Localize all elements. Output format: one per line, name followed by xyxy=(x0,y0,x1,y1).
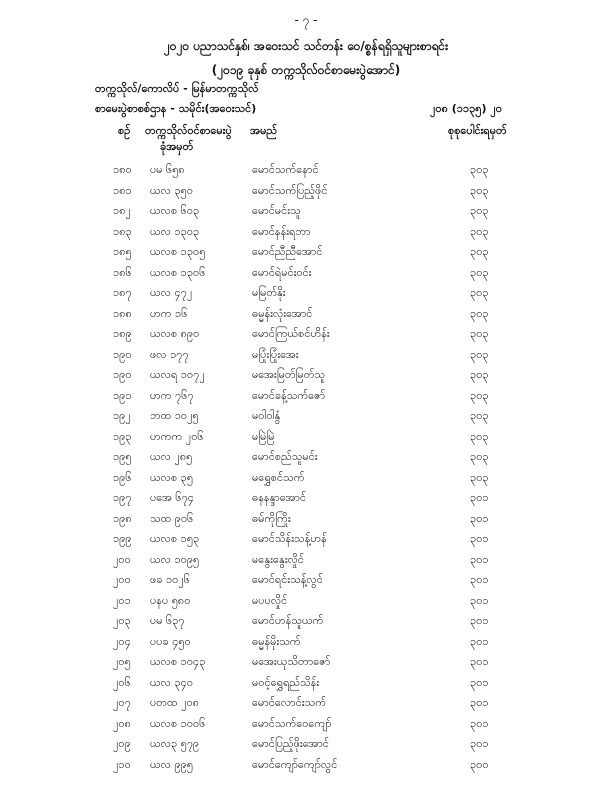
row-serial: ၂၀၀ xyxy=(113,552,131,566)
row-marks: ၃၀၁ xyxy=(470,511,489,525)
row-name: မောင်ရင်းသန့်လွင် xyxy=(252,573,323,586)
row-serial: ၁၉၈ xyxy=(113,511,132,525)
row-name: မောင်သက်နောင် xyxy=(252,163,319,176)
row-marks: ၃၀၃ xyxy=(470,224,489,238)
row-roll-number: ဖခ ၁၀၂၆ xyxy=(150,573,190,586)
table-row xyxy=(0,286,612,307)
table-row xyxy=(0,327,612,348)
row-name: မမြတ်နိုး xyxy=(252,286,286,299)
row-marks: ၃၀၃ xyxy=(470,429,489,443)
row-marks: ၃၀၁ xyxy=(470,655,489,668)
row-name: ဓမ္မန်မိုးသက် xyxy=(252,634,301,648)
row-name: မောင်လောင်းသက် xyxy=(252,696,326,709)
row-marks: ၃၀၁ xyxy=(470,532,489,545)
row-name: မောင်မင်းသူ xyxy=(252,204,301,217)
row-name: မပပလှိုင် xyxy=(252,593,288,607)
row-roll-number: ယလစ ၆၀၃ xyxy=(150,204,200,217)
row-serial: ၁၉၂ xyxy=(113,409,131,422)
page-number: - ၇ - xyxy=(294,13,318,27)
table-row xyxy=(0,204,612,225)
header-roll-sub: ခုံအမှတ် xyxy=(160,140,194,153)
row-marks: ၃၀၃ xyxy=(470,347,489,361)
row-serial: ၁၉၅ xyxy=(113,450,132,463)
row-name: မောင်ကြယ်စင်ဟိန်း xyxy=(252,327,330,340)
row-name: မောင်ပြည့်ဖိုးအောင် xyxy=(252,737,329,750)
row-roll-number: ယလစ ၁၀၄၃ xyxy=(150,655,206,668)
row-name: မဝင့်ရွှေရည်သိန်း xyxy=(252,675,320,689)
row-name: ဓမ်ကိုကြိုး xyxy=(252,511,291,525)
row-roll-number: ယလ၃ ၅၇၉ xyxy=(150,737,200,750)
row-roll-number: ယလစ ၁၃၀၅ xyxy=(150,245,206,258)
row-roll-number: ယလစ ၁၀၀၆ xyxy=(150,716,206,730)
row-roll-number: ယလ ၃၅၀ xyxy=(150,183,194,197)
university-line: တက္ကသိုလ်/ကောလိပ် - မြန်မာတက္ကသိုလ် xyxy=(95,82,259,95)
row-serial: ၂၀၁ xyxy=(113,593,131,607)
row-roll-number: ဖလ ၁၇၇ xyxy=(150,347,189,361)
table-row xyxy=(0,184,612,205)
table-row xyxy=(0,471,612,492)
table-row xyxy=(0,696,612,717)
row-serial: ၁၉၀ xyxy=(113,368,132,381)
row-roll-number: ဟကက ၂၀၆ xyxy=(150,429,204,443)
row-marks: ၃၀၃ xyxy=(470,327,489,340)
row-serial: ၁၈၈ xyxy=(113,306,132,320)
table-row xyxy=(0,737,612,758)
header-roll: တက္ကသိုလ်ဝင်စာမေးပွဲ xyxy=(145,124,232,137)
row-serial: ၂၀၅ xyxy=(113,655,131,668)
table-row xyxy=(0,163,612,184)
row-serial: ၂၀၈ xyxy=(113,716,131,730)
table-row xyxy=(0,512,612,533)
row-serial: ၂၀၆ xyxy=(113,675,131,689)
row-marks: ၃၀၃ xyxy=(470,265,489,279)
row-roll-number: ပအေ ၆၇၄ xyxy=(150,491,194,504)
row-serial: ၁၉၆ xyxy=(113,470,132,484)
table-row xyxy=(0,245,612,266)
row-roll-number: ပနပ ၅၈၀ xyxy=(150,593,191,607)
row-marks: ၃၀၃ xyxy=(470,183,489,197)
row-serial: ၁၈၆ xyxy=(113,265,132,279)
table-row xyxy=(0,594,612,615)
row-roll-number: ယလ ၉၉၅ xyxy=(150,757,194,771)
row-roll-number: ယလစ ၈၉၀ xyxy=(150,327,200,340)
row-marks: ၃၀၃ xyxy=(470,286,489,299)
table-row xyxy=(0,717,612,738)
row-name: မောင်သက်ဝေကျော် xyxy=(252,716,332,730)
row-serial: ၂၁၀ xyxy=(113,757,131,771)
row-marks: ၃၀၁ xyxy=(470,552,489,566)
row-serial: ၁၉၃ xyxy=(113,429,132,443)
row-name: မောင်ဟန်သူယက် xyxy=(252,614,324,627)
row-roll-number: ပတထ ၂၀၈ xyxy=(150,696,199,709)
row-serial: ၁၉၀ xyxy=(113,347,132,361)
table-row xyxy=(0,676,612,697)
document-subtitle: (၂၀၁၉ ခုနှစ် တက္ကသိုလ်ဝင်စာမေးပွဲအောင်) xyxy=(211,63,401,77)
row-serial: ၁၈၉ xyxy=(113,327,132,340)
row-marks: ၃၀၃ xyxy=(470,450,489,463)
row-serial: ၁၉၉ xyxy=(113,532,132,545)
row-marks: ၃၀၃ xyxy=(470,306,489,320)
row-name: မရွှေစင်သက် xyxy=(252,470,305,484)
table-row xyxy=(0,573,612,594)
table-row xyxy=(0,348,612,369)
row-serial: ၁၈၅ xyxy=(113,245,132,258)
row-serial: ၁၈၂ xyxy=(113,204,131,217)
row-name: မောင်နန်းရဘာ xyxy=(252,224,311,238)
exam-date-line: ၂၀၈ (၁၁၃၅) ၂၀ xyxy=(430,102,502,115)
results-table xyxy=(0,163,612,778)
row-marks: ၃၀၁ xyxy=(470,634,489,648)
table-row xyxy=(0,635,612,656)
table-row xyxy=(0,409,612,430)
table-row xyxy=(0,430,612,451)
row-marks: ၃၀၃ xyxy=(470,245,489,258)
table-row xyxy=(0,225,612,246)
row-marks: ၃၀၁ xyxy=(470,593,489,607)
row-serial: ၂၀၀ xyxy=(113,573,131,586)
table-row xyxy=(0,307,612,328)
table-row xyxy=(0,758,612,779)
row-roll-number: ဟက ၁၆ xyxy=(150,306,188,320)
row-name: မောင်ညီညီအောင် xyxy=(252,245,323,258)
row-roll-number: ပမ ၆၃၇ xyxy=(150,614,185,627)
table-row xyxy=(0,389,612,410)
row-marks: ၃၀၁ xyxy=(470,491,489,504)
header-marks: စုစုပေါင်းရမှတ် xyxy=(448,124,507,137)
row-marks: ၃၀၀ xyxy=(470,757,489,771)
table-row xyxy=(0,655,612,676)
row-marks: ၃၀၃ xyxy=(470,368,489,381)
row-name: မနွေးနွေးလှိုင် xyxy=(252,552,305,566)
row-marks: ၃၀၁ xyxy=(470,573,489,586)
row-name: မပြုံးပြုံးအေး xyxy=(252,347,299,361)
table-row xyxy=(0,614,612,635)
row-name: ဓမ္မန်းလုံးအောင် xyxy=(252,306,313,320)
row-serial: ၁၉၇ xyxy=(113,491,132,504)
row-serial: ၁၈၁ xyxy=(113,183,132,197)
row-marks: ၃၀၃ xyxy=(470,388,489,402)
row-marks: ၃၀၁ xyxy=(470,675,489,689)
row-name: မောင်ကျော်ကျော်လွင် xyxy=(252,757,338,771)
table-row xyxy=(0,266,612,287)
row-roll-number: ယလ ၄၇၂ xyxy=(150,286,193,299)
header-serial: စဉ် xyxy=(118,124,131,137)
row-name: မောင်သိန်းသန့်ဟန် xyxy=(252,532,327,545)
row-marks: ၃၀၃ xyxy=(470,409,489,422)
row-serial: ၁၈၇ xyxy=(113,286,132,299)
exam-center-line: စာမေးပွဲစာစစ်ဌာန - သမိုင်း(အဝေးသင်) xyxy=(95,102,257,115)
table-row xyxy=(0,553,612,574)
row-marks: ၃၀၁ xyxy=(470,696,489,709)
row-name: မဝါဝါနွံ xyxy=(252,409,281,422)
row-marks: ၃၀၃ xyxy=(470,204,489,217)
row-name: ဓနနန္ဒာအောင် xyxy=(252,491,307,504)
row-roll-number: ဟက ၇၆၇ xyxy=(150,388,194,402)
table-row xyxy=(0,368,612,389)
row-roll-number: ယလ ၁၃၀၃ xyxy=(150,224,200,238)
row-name: မောင်ခန့်သက်ဇော် xyxy=(252,388,326,402)
row-name: မောင်ရဲမင်းဝင်း xyxy=(252,265,312,279)
table-row xyxy=(0,532,612,553)
table-row xyxy=(0,491,612,512)
row-roll-number: ယလစ ၁၅၃ xyxy=(150,532,200,545)
row-serial: ၂၀၉ xyxy=(113,737,131,750)
row-roll-number: သထ ၉၀၆ xyxy=(150,511,194,525)
row-roll-number: ယလ ၃၄၀ xyxy=(150,675,194,689)
row-roll-number: ယလ ၁၀၉၅ xyxy=(150,552,200,566)
document-title: ၂၀၂၀ ပညာသင်နှစ်၊ အဝေးသင် သင်တန်း ဝေ/စ္စန်ရရှိသူများစာရင်း xyxy=(163,39,449,53)
row-roll-number: ဘထ ၁၀၂၅ xyxy=(150,409,199,422)
row-marks: ၃၀၃ xyxy=(470,470,489,484)
row-serial: ၂၀၄ xyxy=(113,634,131,648)
row-roll-number: ပမ ၆၅၈ xyxy=(150,163,185,176)
row-name: မအေးမြတ်မြတ်သူ xyxy=(252,368,326,381)
row-serial: ၁၉၁ xyxy=(113,388,132,402)
table-row xyxy=(0,450,612,471)
row-roll-number: ပပခ ၄၅၀ xyxy=(150,634,191,648)
header-name: အမည် xyxy=(250,124,278,137)
row-roll-number: ယလစ ၁၃၀၆ xyxy=(150,265,206,279)
row-serial: ၂၀၇ xyxy=(113,696,131,709)
row-name: မမြဲမြဲ xyxy=(252,429,275,443)
row-serial: ၁၈၀ xyxy=(113,163,132,176)
row-name: မအေးယုသိတာဇော် xyxy=(252,655,331,668)
row-marks: ၃၀၁ xyxy=(470,737,489,750)
row-marks: ၃၀၃ xyxy=(470,163,489,176)
row-name: မောင်သက်ပြည့်ဖိုင် xyxy=(252,183,328,197)
row-marks: ၃၀၁ xyxy=(470,614,489,627)
row-marks: ၃၀၁ xyxy=(470,716,489,730)
row-roll-number: ယလ ၂၈၅ xyxy=(150,450,193,463)
row-roll-number: ယလစ ၃၅ xyxy=(150,470,194,484)
row-roll-number: ယလရ ၁၀၇၂ xyxy=(150,368,205,381)
row-serial: ၁၈၃ xyxy=(113,224,132,238)
row-serial: ၂၀၃ xyxy=(113,614,131,627)
row-name: မောင်စည်သူမင်း xyxy=(252,450,318,463)
